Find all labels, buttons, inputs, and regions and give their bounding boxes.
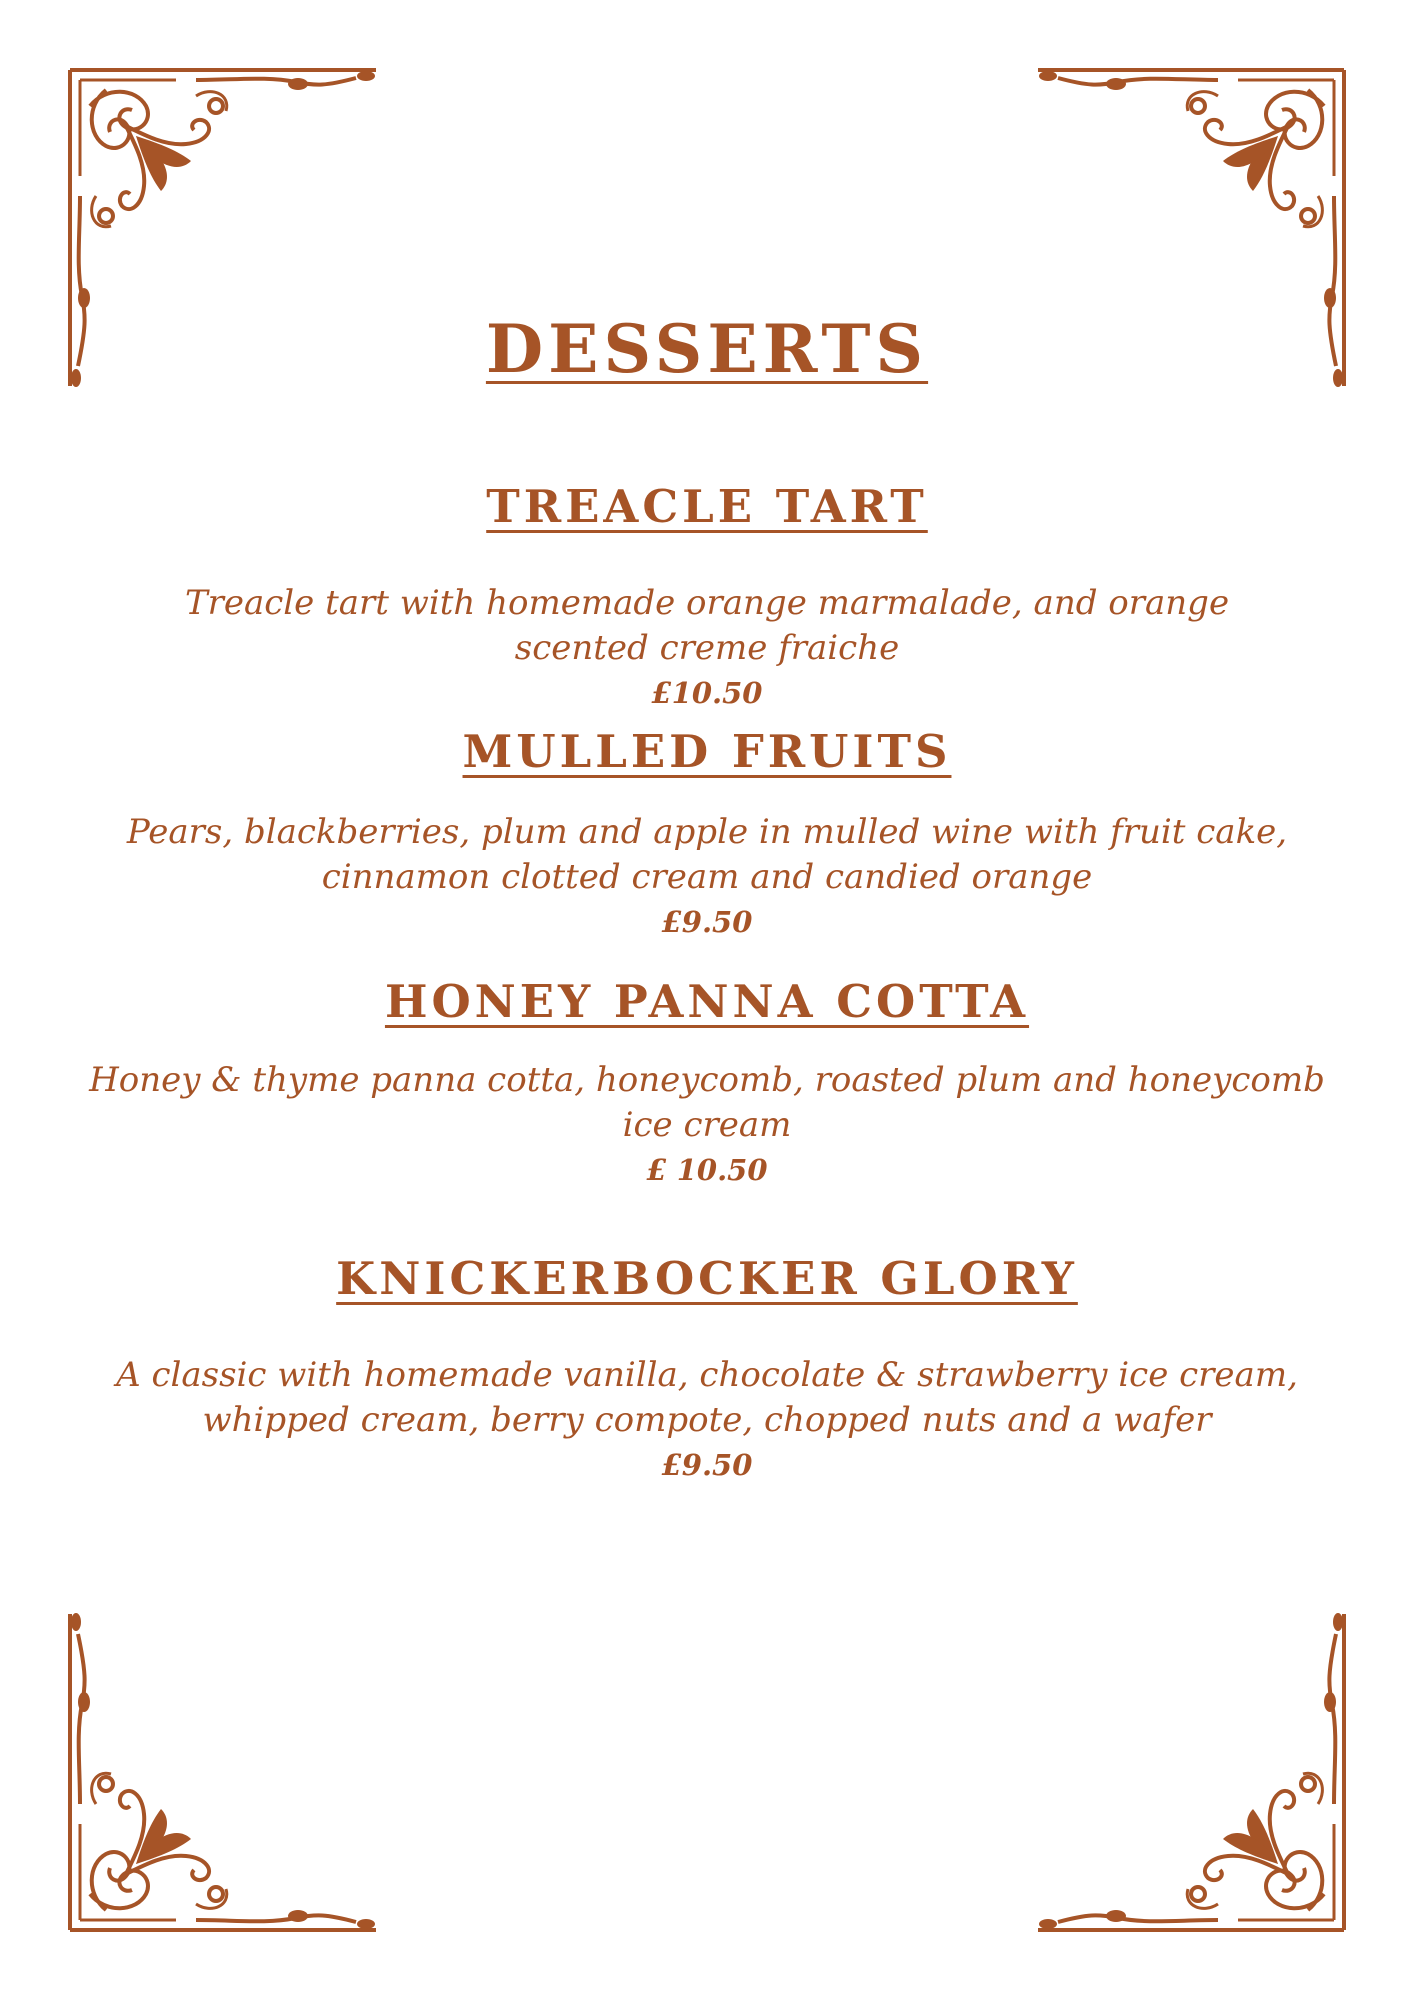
menu-item-description: Honey & thyme panna cotta, honeycomb, roasted plum and honeycomb ice cream bbox=[89, 1060, 1325, 1145]
menu-item-price: £9.50 bbox=[661, 1448, 753, 1482]
menu-item-name: HONEY PANNA COTTA bbox=[384, 975, 1030, 1028]
corner-flourish-icon bbox=[66, 1604, 396, 1934]
menu-item-description: Treacle tart with homemade orange marmalade, and orange scented creme fraiche bbox=[184, 583, 1230, 668]
menu-item bbox=[40, 975, 1374, 1192]
menu-item bbox=[40, 480, 1374, 715]
page-title-text: DESSERTS bbox=[485, 310, 929, 388]
menu-item-name: MULLED FRUITS bbox=[462, 725, 952, 778]
menu-item bbox=[40, 725, 1374, 944]
menu-item-price: £9.50 bbox=[661, 905, 753, 939]
menu-item-price: £10.50 bbox=[651, 676, 763, 710]
corner-flourish-icon bbox=[1018, 1604, 1348, 1934]
menu-item-description: Pears, blackberries, plum and apple in mulled wine with fruit cake, cinnamon clotted cream and candied orange bbox=[126, 812, 1288, 897]
menu-item-name: TREACLE TART bbox=[486, 480, 928, 533]
menu-item-price: £ 10.50 bbox=[646, 1153, 768, 1187]
menu-item-name: KNICKERBOCKER GLORY bbox=[336, 1252, 1078, 1305]
menu-item bbox=[40, 1252, 1374, 1487]
page-title bbox=[0, 310, 1414, 388]
menu-item-description: A classic with homemade vanilla, chocolate & strawberry ice cream, whipped cream, berry compote, chopped nuts and a wafer bbox=[116, 1355, 1298, 1440]
